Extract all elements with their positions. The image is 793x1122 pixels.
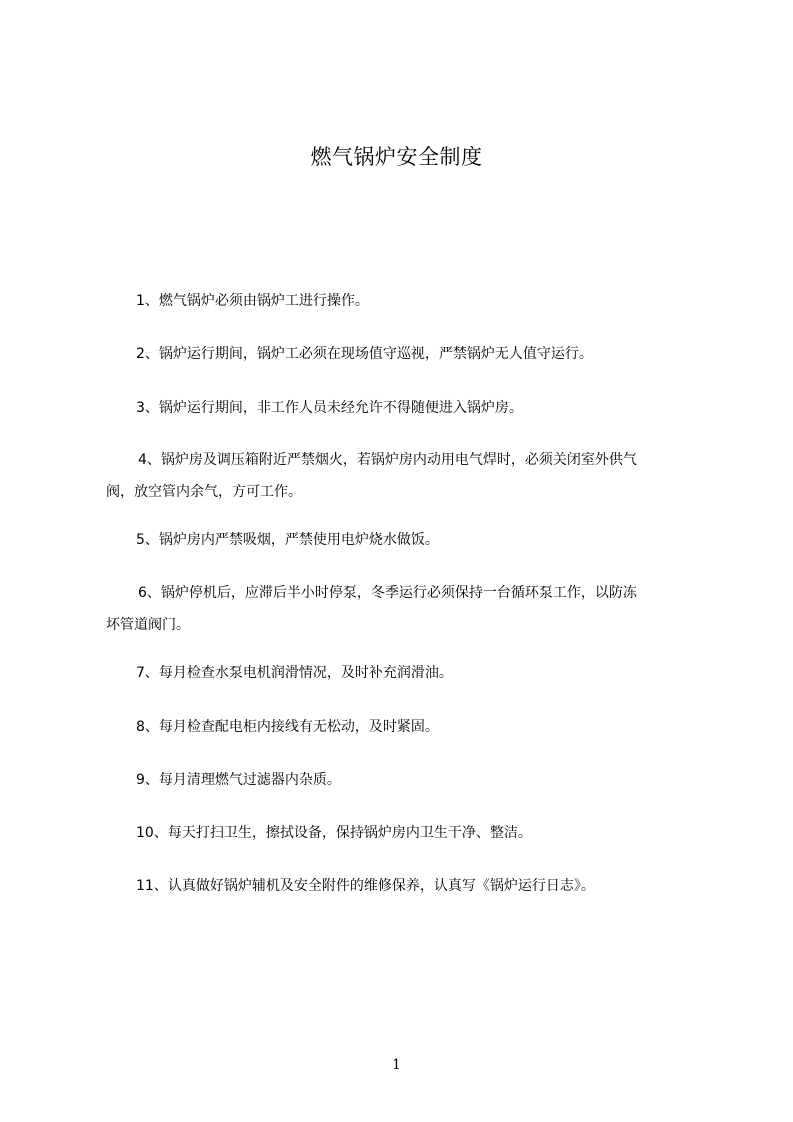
- page-number: 1: [392, 1057, 401, 1073]
- item-text: 6、锅炉停机后，应滞后半小时停泵，冬季运行必须保持一台循环泵工作，以防冻: [138, 585, 637, 601]
- item-text-continued: 阀，放空管内余气，方可工作。: [106, 484, 302, 500]
- item-text: 7、每月检查水泵电机润滑情况，及时补充润滑油。: [136, 665, 453, 681]
- list-item: [106, 285, 726, 317]
- list-item: [106, 338, 726, 370]
- list-item: [106, 524, 726, 556]
- item-text: 2、锅炉运行期间，锅炉工必须在现场值守巡视，严禁锅炉无人值守运行。: [136, 346, 593, 362]
- item-text: 1、燃气锅炉必须由锅炉工进行操作。: [136, 293, 369, 309]
- list-item: [106, 577, 726, 641]
- item-text: 3、锅炉运行期间，非工作人员未经允许不得随便进入锅炉房。: [136, 400, 523, 416]
- item-text: 11、认真做好锅炉辅机及安全附件的维修保养，认真写《锅炉运行日志》。: [136, 878, 595, 894]
- item-text: 5、锅炉房内严禁吸烟，严禁使用电炉烧水做饭。: [136, 532, 439, 548]
- item-text: 4、锅炉房及调压箱附近严禁烟火，若锅炉房内动用电气焊时，必须关闭室外供气: [138, 452, 637, 468]
- list-item: [106, 817, 726, 849]
- list-item: [106, 870, 726, 902]
- list-item: [106, 392, 726, 424]
- list-item: [106, 444, 726, 508]
- item-text: 10、每天打扫卫生，擦拭设备，保持锅炉房内卫生干净、整洁。: [136, 825, 532, 841]
- list-item: [106, 764, 726, 796]
- list-item: [106, 657, 726, 689]
- list-item: [106, 711, 726, 743]
- document-title: 燃气锅炉安全制度: [310, 145, 483, 169]
- item-text: 8、每月检查配电柜内接线有无松动，及时紧固。: [136, 719, 439, 735]
- item-text: 9、每月清理燃气过滤器内杂质。: [136, 772, 341, 788]
- item-text-continued: 坏管道阀门。: [106, 617, 190, 633]
